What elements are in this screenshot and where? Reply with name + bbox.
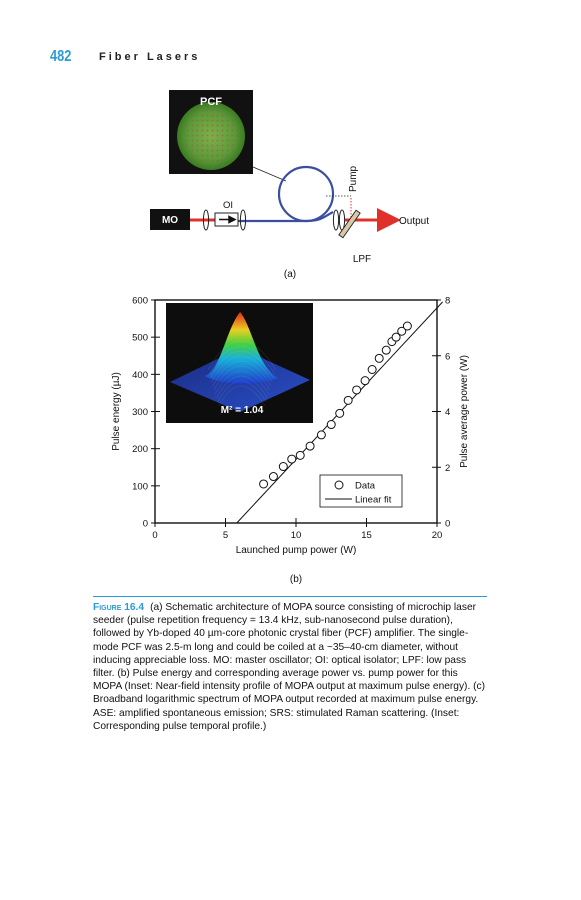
data-point	[327, 421, 335, 429]
x-axis-label: Launched pump power (W)	[235, 545, 357, 556]
data-point	[317, 431, 325, 439]
x-tick-label: 15	[361, 530, 372, 541]
data-point	[361, 377, 369, 385]
data-point	[279, 463, 287, 471]
pulse-energy-chart	[100, 290, 480, 590]
panel-label-a: (a)	[283, 269, 297, 280]
data-point	[306, 442, 314, 450]
data-point	[296, 451, 304, 459]
y2-tick-label: 2	[445, 462, 451, 474]
data-point	[269, 473, 277, 481]
pcf-label: PCF	[200, 96, 222, 108]
mo-label: MO	[161, 215, 179, 226]
y2-axis-label: Pulse average power (W)	[459, 355, 470, 468]
data-point	[260, 480, 268, 488]
y-tick-label: 0	[142, 518, 148, 530]
pump-label: Pump	[348, 165, 359, 192]
output-label: Output	[399, 216, 430, 227]
data-point	[344, 396, 352, 404]
legend-data-label: Data	[355, 480, 376, 492]
pcf-cross-section-image	[169, 90, 253, 174]
figure-caption	[93, 596, 487, 733]
legend-fit-label: Linear fit	[355, 494, 392, 506]
legend-data-marker	[335, 481, 343, 489]
x-tick-label: 20	[431, 530, 443, 541]
y2-tick-label: 4	[445, 407, 451, 418]
lpf-label: LPF	[352, 254, 372, 265]
lens-3	[333, 210, 338, 230]
x-tick-label: 0	[152, 530, 158, 541]
master-oscillator-box	[150, 209, 190, 230]
inset-label: M² = 1.04	[220, 405, 264, 416]
data-point	[368, 366, 376, 374]
mopa-schematic	[140, 88, 450, 283]
x-tick-label: 5	[222, 530, 229, 541]
pcf-pointer-line	[253, 167, 286, 181]
data-point	[375, 354, 383, 362]
y2-tick-label: 8	[445, 295, 451, 307]
y2-tick-label: 0	[445, 518, 451, 530]
y-axis-label: Pulse energy (µJ)	[111, 372, 122, 451]
y2-tick-label: 6	[445, 351, 451, 363]
y-tick-label: 400	[132, 369, 148, 381]
y-tick-label: 600	[132, 295, 148, 307]
data-point	[336, 409, 344, 417]
data-point	[382, 346, 390, 354]
data-point	[288, 455, 296, 463]
y-tick-label: 100	[132, 481, 148, 493]
optical-isolator	[215, 200, 238, 226]
low-pass-filter	[339, 210, 371, 265]
figure-label: Figure 16.4	[93, 602, 145, 613]
data-point	[353, 386, 361, 394]
y-tick-label: 200	[132, 444, 148, 456]
y-tick-label: 300	[132, 407, 148, 418]
running-head: Fiber Lasers	[99, 51, 201, 63]
page-number: 482	[50, 48, 72, 65]
oi-label: OI	[222, 200, 234, 211]
data-point	[403, 322, 411, 330]
caption-text: (a) Schematic architecture of MOPA source consisting of microchip laser seeder (pulse repetition frequency = 13.4 kHz, sub-nanosecond pulse duration), followed by Yb-doped 40 µm-core photonic crystal fiber (PCF) amplifier. The single-mode PCF was 2.5-m long and could be coiled at a ~35–40-cm diameter, without inducing appreciable loss. MO: master oscillator; OI: optical isolator; LPF: low pass filter. (b) Pulse energy and corresponding average power vs. pump power for this MOPA (Inset: Near-field intensity profile of MOPA output at maximum pulse energy). (c) Broadband logarithmic spectrum of MOPA output recorded at maximum pulse energy. ASE: amplified spontaneous emission; SRS: stimulated Raman scattering. (Inset: Corresponding pulse temporal profile.)	[93, 602, 485, 732]
y-tick-label: 500	[132, 332, 148, 344]
x-tick-label: 10	[290, 530, 302, 541]
panel-label-b: (b)	[289, 574, 303, 585]
